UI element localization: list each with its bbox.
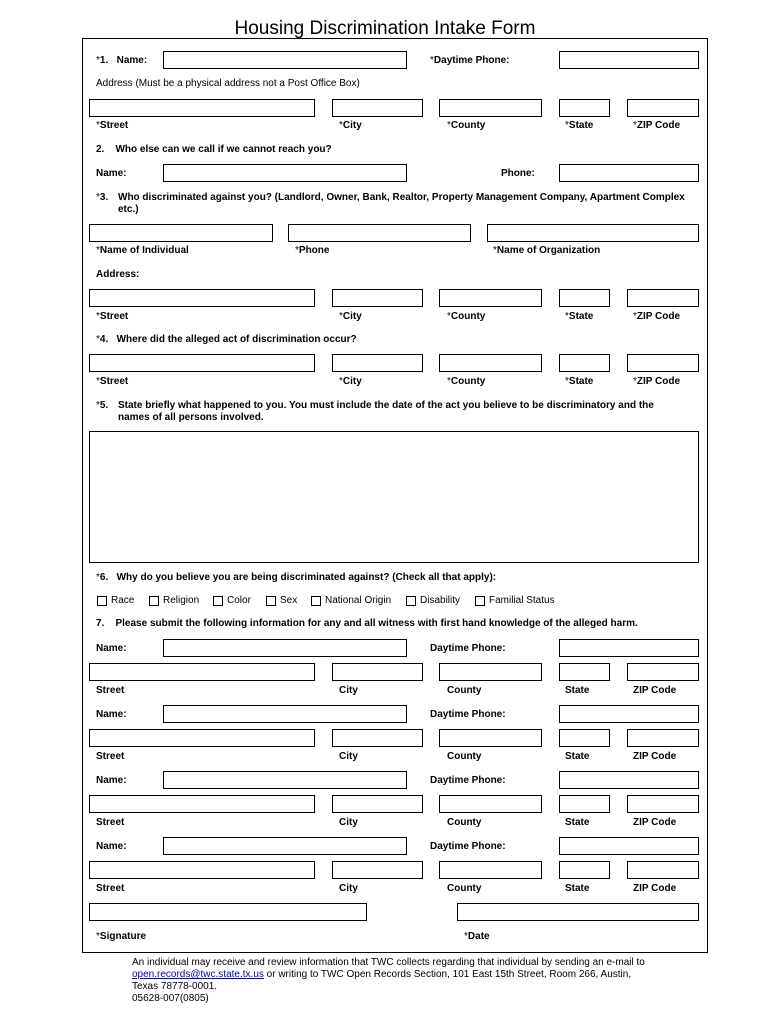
witness3-phone-input[interactable] [559, 771, 699, 789]
q3-county-input[interactable] [439, 289, 542, 307]
q4-state-label: *State [565, 376, 594, 387]
county-label: County [447, 883, 482, 894]
q4-street-label: *Street [96, 376, 129, 387]
color-checkbox[interactable] [213, 596, 223, 606]
witness2-city-input[interactable] [332, 729, 423, 747]
q3-street-input[interactable] [89, 289, 315, 307]
city-label: City [339, 685, 358, 696]
state-label: State [565, 751, 590, 762]
date-input[interactable] [457, 903, 699, 921]
q4-zip-input[interactable] [627, 354, 699, 372]
q1-street-input[interactable] [89, 99, 315, 117]
witness4-zip-input[interactable] [627, 861, 699, 879]
witness1-zip-input[interactable] [627, 663, 699, 681]
q3-phone-input[interactable] [288, 224, 471, 242]
witness4-county-input[interactable] [439, 861, 542, 879]
witness4-city-input[interactable] [332, 861, 423, 879]
zip-label: ZIP Code [633, 751, 677, 762]
witness3-city-input[interactable] [332, 795, 423, 813]
state-label: State [565, 883, 590, 894]
open-records-email-link[interactable]: open.records@twc.state.tx.us [132, 969, 264, 980]
q5-description-textarea[interactable] [89, 431, 699, 563]
q3-city-input[interactable] [332, 289, 423, 307]
q3-phone-label: *Phone [295, 245, 330, 256]
witness3-name-input[interactable] [163, 771, 407, 789]
q1-zip-input[interactable] [627, 99, 699, 117]
witness1-phone-input[interactable] [559, 639, 699, 657]
form-number: 05628-007(0805) [132, 993, 209, 1004]
q3-zip-label: *ZIP Code [633, 311, 681, 322]
witness-phone-label: Daytime Phone: [430, 775, 506, 786]
religion-checkbox[interactable] [149, 596, 159, 606]
witness3-zip-input[interactable] [627, 795, 699, 813]
city-label: City [339, 817, 358, 828]
q2-name-input[interactable] [163, 164, 407, 182]
witness2-phone-input[interactable] [559, 705, 699, 723]
q4-street-input[interactable] [89, 354, 315, 372]
q3-number: *3. [96, 192, 109, 203]
witness-name-label: Name: [96, 775, 127, 786]
religion-label: Religion [163, 595, 200, 606]
q1-name-input[interactable] [163, 51, 407, 69]
witness4-phone-input[interactable] [559, 837, 699, 855]
q1-city-label: *City [339, 120, 362, 131]
q1-address-note: Address (Must be a physical address not a Post Office Box) [96, 78, 360, 89]
witness4-state-input[interactable] [559, 861, 610, 879]
witness2-street-input[interactable] [89, 729, 315, 747]
street-label: Street [96, 751, 125, 762]
footer-line1: An individual may receive and review information that TWC collects regarding that individual by sending an e-mail to [132, 957, 645, 968]
witness2-state-input[interactable] [559, 729, 610, 747]
date-label: *Date [464, 931, 490, 942]
zip-label: ZIP Code [633, 685, 677, 696]
q7-question: 7. Please submit the following information for any and all witness with first hand knowledge of the alleged harm. [96, 618, 638, 629]
q1-zip-label: *ZIP Code [633, 120, 681, 131]
witness1-city-input[interactable] [332, 663, 423, 681]
q1-phone-label: *Daytime Phone: [430, 55, 510, 66]
q3-state-label: *State [565, 311, 594, 322]
race-checkbox[interactable] [97, 596, 107, 606]
q5-number: *5. [96, 400, 109, 411]
q4-zip-label: *ZIP Code [633, 376, 681, 387]
q3-address-label: Address: [96, 269, 140, 280]
q3-organization-input[interactable] [487, 224, 699, 242]
q3-individual-input[interactable] [89, 224, 273, 242]
city-label: City [339, 883, 358, 894]
q2-name-label: Name: [96, 168, 127, 179]
q1-state-label: *State [565, 120, 594, 131]
q3-state-input[interactable] [559, 289, 610, 307]
signature-input[interactable] [89, 903, 367, 921]
q2-phone-label: Phone: [501, 168, 535, 179]
zip-label: ZIP Code [633, 883, 677, 894]
witness-name-label: Name: [96, 841, 127, 852]
q1-phone-input[interactable] [559, 51, 699, 69]
q4-city-input[interactable] [332, 354, 423, 372]
sex-checkbox[interactable] [266, 596, 276, 606]
q1-county-label: *County [447, 120, 486, 131]
q2-question: 2. Who else can we call if we cannot reach you? [96, 144, 332, 155]
q3-zip-input[interactable] [627, 289, 699, 307]
signature-label: *Signature [96, 931, 147, 942]
street-label: Street [96, 817, 125, 828]
witness1-street-input[interactable] [89, 663, 315, 681]
witness-name-label: Name: [96, 643, 127, 654]
state-label: State [565, 685, 590, 696]
q3-org-label: *Name of Organization [493, 245, 601, 256]
q2-phone-input[interactable] [559, 164, 699, 182]
footer-line2: open.records@twc.state.tx.us or writing to TWC Open Records Section, 101 East 15th Street, Room 266, Austin, [132, 969, 632, 980]
q1-city-input[interactable] [332, 99, 423, 117]
q3-question: Who discriminated against you? (Landlord, Owner, Bank, Realtor, Property Management Company, Apartment Complex etc.) [118, 192, 685, 215]
q1-county-input[interactable] [439, 99, 542, 117]
q3-individual-label: *Name of Individual [96, 245, 189, 256]
witness3-county-input[interactable] [439, 795, 542, 813]
q4-question: *4. Where did the alleged act of discrimination occur? [96, 334, 357, 345]
witness3-street-input[interactable] [89, 795, 315, 813]
street-label: Street [96, 685, 125, 696]
witness2-zip-input[interactable] [627, 729, 699, 747]
familial-status-checkbox[interactable] [475, 596, 485, 606]
q3-county-label: *County [447, 311, 486, 322]
disability-checkbox[interactable] [406, 596, 416, 606]
witness1-county-input[interactable] [439, 663, 542, 681]
q1-street-label: *Street [96, 120, 129, 131]
witness1-state-input[interactable] [559, 663, 610, 681]
footer-notice [132, 957, 672, 1005]
street-label: Street [96, 883, 125, 894]
color-label: Color [227, 595, 251, 606]
form-title: Housing Discrimination Intake Form [234, 18, 536, 39]
q3-street-label: *Street [96, 311, 129, 322]
q1-label: *1. Name: [96, 55, 148, 66]
witness4-name-input[interactable] [163, 837, 407, 855]
witness2-county-input[interactable] [439, 729, 542, 747]
witness-phone-label: Daytime Phone: [430, 841, 506, 852]
county-label: County [447, 817, 482, 828]
county-label: County [447, 685, 482, 696]
witness1-name-input[interactable] [163, 639, 407, 657]
national-origin-checkbox[interactable] [311, 596, 321, 606]
witness3-state-input[interactable] [559, 795, 610, 813]
zip-label: ZIP Code [633, 817, 677, 828]
witness-name-label: Name: [96, 709, 127, 720]
witness4-street-input[interactable] [89, 861, 315, 879]
witness-phone-label: Daytime Phone: [430, 643, 506, 654]
county-label: County [447, 751, 482, 762]
q4-county-input[interactable] [439, 354, 542, 372]
q4-state-input[interactable] [559, 354, 610, 372]
familial-status-label: Familial Status [489, 595, 555, 606]
footer-line3: Texas 78778-0001. [132, 981, 218, 992]
disability-label: Disability [420, 595, 461, 606]
city-label: City [339, 751, 358, 762]
state-label: State [565, 817, 590, 828]
witness2-name-input[interactable] [163, 705, 407, 723]
witness-phone-label: Daytime Phone: [430, 709, 506, 720]
q4-county-label: *County [447, 376, 486, 387]
sex-label: Sex [280, 595, 298, 606]
q3-city-label: *City [339, 311, 362, 322]
race-label: Race [111, 595, 135, 606]
national-origin-label: National Origin [325, 595, 392, 606]
q5-question: State briefly what happened to you. You must include the date of the act you believe to be discriminatory and the names of all persons involved. [118, 400, 654, 423]
q6-question: *6. Why do you believe you are being discriminated against? (Check all that apply): [96, 572, 497, 583]
q4-city-label: *City [339, 376, 362, 387]
q1-state-input[interactable] [559, 99, 610, 117]
